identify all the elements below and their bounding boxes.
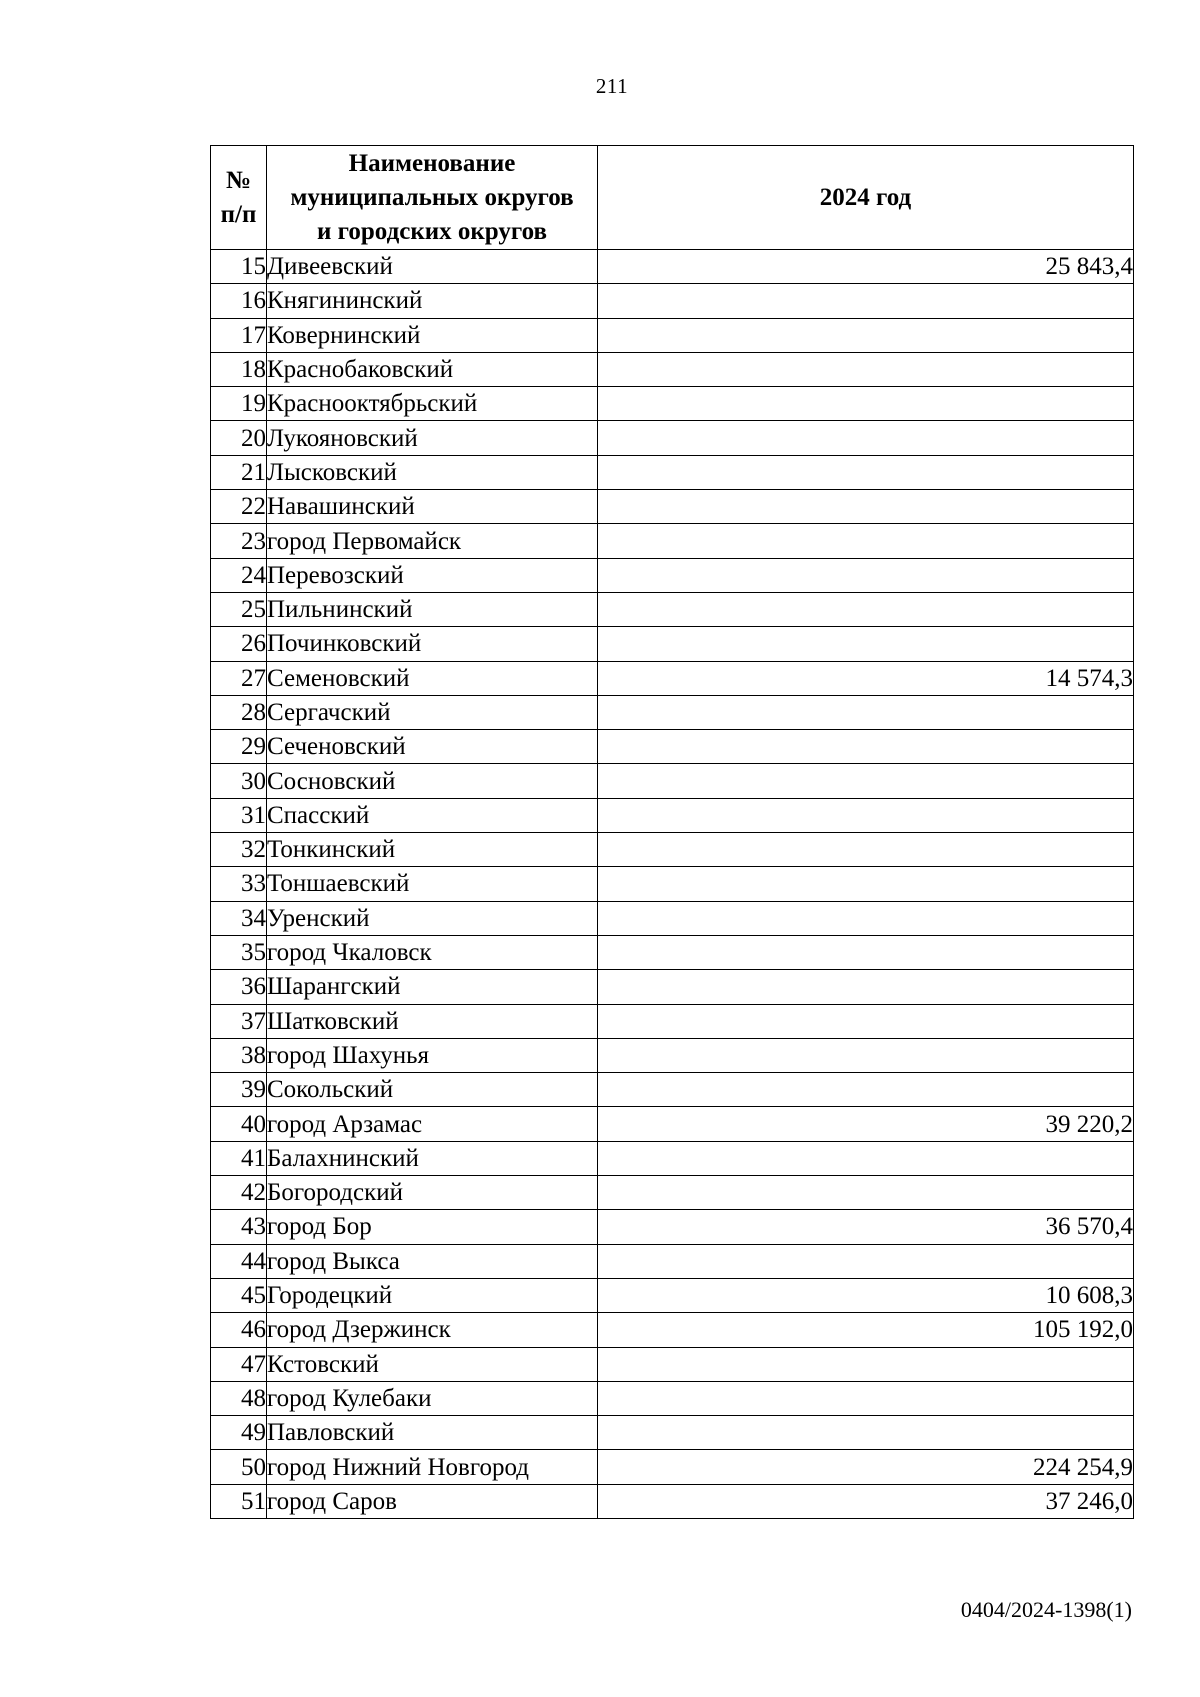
- row-name: Сокольский: [267, 1073, 598, 1107]
- row-name: Дивеевский: [267, 250, 598, 284]
- row-name: Спасский: [267, 798, 598, 832]
- row-number: 26: [211, 627, 267, 661]
- row-value: [598, 970, 1134, 1004]
- row-name: Лукояновский: [267, 421, 598, 455]
- row-value: [598, 1073, 1134, 1107]
- header-number-line1: №: [225, 166, 252, 194]
- row-number: 28: [211, 695, 267, 729]
- table-body: [211, 250, 1134, 1519]
- table-row: [211, 1038, 1134, 1072]
- row-value: 10 608,3: [598, 1278, 1134, 1312]
- row-name: город Шахунья: [267, 1038, 598, 1072]
- row-name: Богородский: [267, 1176, 598, 1210]
- row-number: 25: [211, 592, 267, 626]
- row-value: 14 574,3: [598, 661, 1134, 695]
- row-name: Кстовский: [267, 1347, 598, 1381]
- table-row: [211, 1484, 1134, 1518]
- table-row: [211, 558, 1134, 592]
- header-number: [211, 146, 267, 250]
- header-year: 2024 год: [598, 146, 1134, 250]
- document-code: 0404/2024-1398(1): [960, 1597, 1132, 1622]
- row-name: город Чкаловск: [267, 935, 598, 969]
- table-row: [211, 1244, 1134, 1278]
- row-number: 44: [211, 1244, 267, 1278]
- row-name: Перевозский: [267, 558, 598, 592]
- row-name: Балахнинский: [267, 1141, 598, 1175]
- table-row: [211, 867, 1134, 901]
- table-row: [211, 1107, 1134, 1141]
- table-row: [211, 592, 1134, 626]
- row-number: 39: [211, 1073, 267, 1107]
- table-row: [211, 1416, 1134, 1450]
- table-row: [211, 490, 1134, 524]
- row-number: 15: [211, 250, 267, 284]
- row-name: Починковский: [267, 627, 598, 661]
- row-number: 50: [211, 1450, 267, 1484]
- row-number: 18: [211, 352, 267, 386]
- table-row: [211, 352, 1134, 386]
- table-row: [211, 1313, 1134, 1347]
- table-row: [211, 421, 1134, 455]
- row-name: Сосновский: [267, 764, 598, 798]
- table-row: [211, 250, 1134, 284]
- table-row: [211, 1450, 1134, 1484]
- row-name: Краснооктябрьский: [267, 387, 598, 421]
- row-value: [598, 1038, 1134, 1072]
- table-row: [211, 387, 1134, 421]
- row-name: Городецкий: [267, 1278, 598, 1312]
- row-value: [598, 352, 1134, 386]
- row-name: город Выкса: [267, 1244, 598, 1278]
- row-value: [598, 833, 1134, 867]
- row-name: Лысковский: [267, 455, 598, 489]
- row-number: 40: [211, 1107, 267, 1141]
- row-name: Навашинский: [267, 490, 598, 524]
- row-name: город Дзержинск: [267, 1313, 598, 1347]
- page-number: 211: [595, 74, 629, 98]
- row-number: 30: [211, 764, 267, 798]
- table-row: [211, 318, 1134, 352]
- row-value: [598, 695, 1134, 729]
- row-value: [598, 1347, 1134, 1381]
- row-value: [598, 1141, 1134, 1175]
- row-name: город Нижний Новгород: [267, 1450, 598, 1484]
- row-number: 36: [211, 970, 267, 1004]
- row-value: 39 220,2: [598, 1107, 1134, 1141]
- row-value: [598, 592, 1134, 626]
- row-name: город Первомайск: [267, 524, 598, 558]
- table-row: [211, 661, 1134, 695]
- row-value: [598, 387, 1134, 421]
- row-name: город Саров: [267, 1484, 598, 1518]
- row-value: [598, 935, 1134, 969]
- row-name: Тоншаевский: [267, 867, 598, 901]
- header-name: [267, 146, 598, 250]
- row-value: [598, 764, 1134, 798]
- table-row: [211, 970, 1134, 1004]
- table-row: [211, 935, 1134, 969]
- row-name: Ковернинский: [267, 318, 598, 352]
- row-number: 47: [211, 1347, 267, 1381]
- row-value: [598, 421, 1134, 455]
- row-value: 36 570,4: [598, 1210, 1134, 1244]
- row-number: 32: [211, 833, 267, 867]
- row-name: Тонкинский: [267, 833, 598, 867]
- row-number: 20: [211, 421, 267, 455]
- row-number: 23: [211, 524, 267, 558]
- row-number: 27: [211, 661, 267, 695]
- row-value: 37 246,0: [598, 1484, 1134, 1518]
- row-value: 25 843,4: [598, 250, 1134, 284]
- data-table: [210, 145, 1134, 1519]
- row-number: 45: [211, 1278, 267, 1312]
- table-row: [211, 1278, 1134, 1312]
- table-row: [211, 901, 1134, 935]
- row-value: [598, 524, 1134, 558]
- row-number: 46: [211, 1313, 267, 1347]
- row-value: [598, 1381, 1134, 1415]
- table-row: [211, 833, 1134, 867]
- row-number: 34: [211, 901, 267, 935]
- row-name: город Бор: [267, 1210, 598, 1244]
- row-value: [598, 798, 1134, 832]
- row-name: Шатковский: [267, 1004, 598, 1038]
- row-number: 19: [211, 387, 267, 421]
- row-number: 38: [211, 1038, 267, 1072]
- row-number: 37: [211, 1004, 267, 1038]
- row-name: Сеченовский: [267, 730, 598, 764]
- table-row: [211, 524, 1134, 558]
- table-row: [211, 695, 1134, 729]
- row-number: 33: [211, 867, 267, 901]
- table-row: [211, 627, 1134, 661]
- row-name: Сергачский: [267, 695, 598, 729]
- row-name: Княгининский: [267, 284, 598, 318]
- table-row: [211, 1141, 1134, 1175]
- header-name-line3: и городских округов: [317, 217, 547, 245]
- row-name: Павловский: [267, 1416, 598, 1450]
- table-row: [211, 455, 1134, 489]
- row-name: Краснобаковский: [267, 352, 598, 386]
- row-value: [598, 318, 1134, 352]
- table-row: [211, 798, 1134, 832]
- row-name: Уренский: [267, 901, 598, 935]
- row-value: [598, 490, 1134, 524]
- header-number-line2: п/п: [220, 200, 257, 228]
- row-name: город Кулебаки: [267, 1381, 598, 1415]
- table-row: [211, 1176, 1134, 1210]
- row-number: 21: [211, 455, 267, 489]
- row-number: 43: [211, 1210, 267, 1244]
- header-name-line1: Наименование: [348, 149, 516, 177]
- table-row: [211, 730, 1134, 764]
- row-value: [598, 284, 1134, 318]
- row-number: 17: [211, 318, 267, 352]
- row-number: 35: [211, 935, 267, 969]
- table-row: [211, 1210, 1134, 1244]
- row-value: [598, 1244, 1134, 1278]
- header-name-line2: муниципальных округов: [290, 183, 574, 211]
- row-name: Шарангский: [267, 970, 598, 1004]
- table-row: [211, 1381, 1134, 1415]
- row-value: [598, 1004, 1134, 1038]
- table-row: [211, 284, 1134, 318]
- row-number: 24: [211, 558, 267, 592]
- row-number: 51: [211, 1484, 267, 1518]
- table-header-row: [211, 146, 1134, 250]
- table-row: [211, 1004, 1134, 1038]
- row-value: [598, 867, 1134, 901]
- row-number: 48: [211, 1381, 267, 1415]
- row-value: [598, 1176, 1134, 1210]
- row-number: 16: [211, 284, 267, 318]
- row-name: Семеновский: [267, 661, 598, 695]
- table-row: [211, 1347, 1134, 1381]
- row-name: город Арзамас: [267, 1107, 598, 1141]
- row-value: [598, 730, 1134, 764]
- row-number: 31: [211, 798, 267, 832]
- row-number: 49: [211, 1416, 267, 1450]
- row-value: 105 192,0: [598, 1313, 1134, 1347]
- row-value: [598, 558, 1134, 592]
- row-value: 224 254,9: [598, 1450, 1134, 1484]
- row-number: 29: [211, 730, 267, 764]
- row-name: Пильнинский: [267, 592, 598, 626]
- table-row: [211, 1073, 1134, 1107]
- row-value: [598, 455, 1134, 489]
- row-number: 41: [211, 1141, 267, 1175]
- table-row: [211, 764, 1134, 798]
- row-number: 22: [211, 490, 267, 524]
- row-value: [598, 627, 1134, 661]
- row-number: 42: [211, 1176, 267, 1210]
- row-value: [598, 901, 1134, 935]
- row-value: [598, 1416, 1134, 1450]
